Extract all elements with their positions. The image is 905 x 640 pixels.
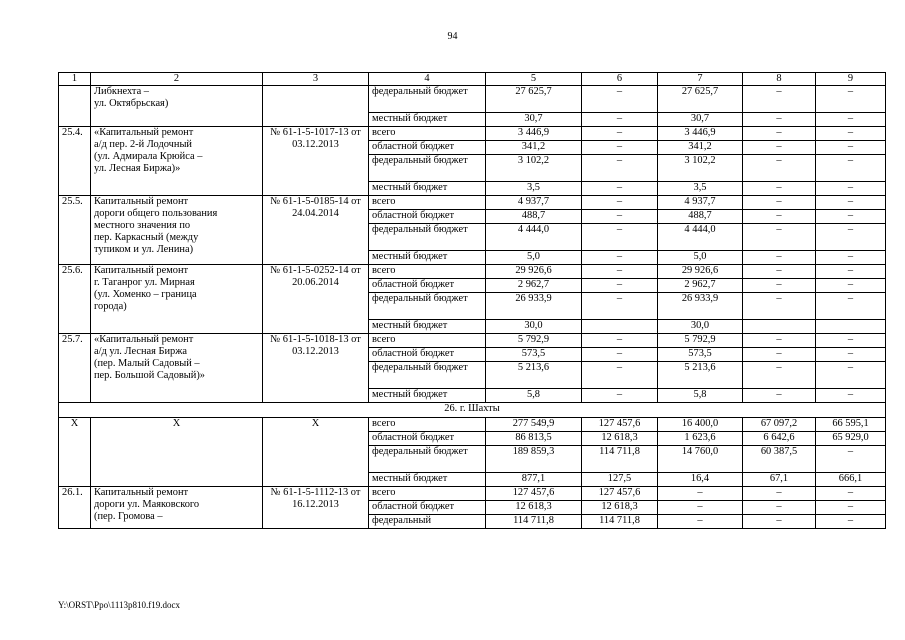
amount-v8: 60 387,5 <box>743 446 816 473</box>
amount-v8: – <box>743 113 816 127</box>
amount-v9: – <box>816 224 886 251</box>
amount-v7: – <box>658 515 743 529</box>
item-name <box>91 487 263 529</box>
amount-v6: – <box>582 196 658 210</box>
budget-type: местный бюджет <box>369 113 486 127</box>
amount-v9: – <box>816 334 886 348</box>
budget-type: федеральный бюджет <box>369 362 486 389</box>
amount-v5: 29 926,6 <box>486 265 582 279</box>
column-header: 6 <box>582 73 658 86</box>
amount-v9: 66 595,1 <box>816 418 886 432</box>
amount-v6: – <box>582 279 658 293</box>
amount-v8: – <box>743 501 816 515</box>
section-title: 26. г. Шахты <box>59 403 886 418</box>
amount-v7: 341,2 <box>658 141 743 155</box>
item-name <box>91 418 263 487</box>
amount-v7: 29 926,6 <box>658 265 743 279</box>
amount-v8: – <box>743 210 816 224</box>
amount-v7: 14 760,0 <box>658 446 743 473</box>
amount-v5: 4 444,0 <box>486 224 582 251</box>
amount-v6: 114 711,8 <box>582 446 658 473</box>
amount-v7: 16,4 <box>658 473 743 487</box>
budget-type: всего <box>369 265 486 279</box>
page-number: 94 <box>447 31 458 42</box>
budget-type: федеральный бюджет <box>369 155 486 182</box>
document-number: № 61-1-5-0252-14 от 20.06.2014 <box>263 265 369 334</box>
amount-v8: – <box>743 182 816 196</box>
budget-type: областной бюджет <box>369 432 486 446</box>
column-header: 2 <box>91 73 263 86</box>
amount-v7: 4 937,7 <box>658 196 743 210</box>
amount-v9: – <box>816 279 886 293</box>
budget-type: федеральный бюджет <box>369 86 486 113</box>
amount-v6: 127 457,6 <box>582 487 658 501</box>
table-row <box>59 196 886 210</box>
budget-type: областной бюджет <box>369 501 486 515</box>
table-body <box>59 73 886 529</box>
amount-v8: – <box>743 224 816 251</box>
amount-v5: 12 618,3 <box>486 501 582 515</box>
item-name <box>91 265 263 334</box>
amount-v6: – <box>582 251 658 265</box>
amount-v5: 4 937,7 <box>486 196 582 210</box>
footer-path: Y:\ORST\Ppo\1113p810.f19.docx <box>58 600 181 610</box>
amount-v5: 341,2 <box>486 141 582 155</box>
column-header: 1 <box>59 73 91 86</box>
item-name-line: «Капитальный ремонт <box>94 127 194 138</box>
column-header: 7 <box>658 73 743 86</box>
budget-type: местный бюджет <box>369 389 486 403</box>
item-name-line: Капитальный ремонт <box>94 196 189 207</box>
amount-v9: – <box>816 293 886 320</box>
amount-v8: – <box>743 251 816 265</box>
amount-v5: 3 102,2 <box>486 155 582 182</box>
item-name-line: Капитальный ремонт <box>94 265 189 276</box>
column-header: 9 <box>816 73 886 86</box>
amount-v8: – <box>743 86 816 113</box>
table-row <box>59 86 886 113</box>
amount-v6: – <box>582 127 658 141</box>
budget-type: областной бюджет <box>369 141 486 155</box>
amount-v8: – <box>743 293 816 320</box>
item-name <box>91 127 263 196</box>
item-name-line: (пер. Малый Садовый – <box>94 358 200 369</box>
amount-v5: 30,0 <box>486 320 582 334</box>
amount-v6: – <box>582 155 658 182</box>
section-row <box>59 403 886 418</box>
amount-v8: – <box>743 127 816 141</box>
amount-v5: 127 457,6 <box>486 487 582 501</box>
amount-v7: 30,0 <box>658 320 743 334</box>
amount-v6: – <box>582 362 658 389</box>
table-row <box>59 418 886 432</box>
document-number: № 61-1-5-0185-14 от 24.04.2014 <box>263 196 369 265</box>
item-number: 25.7. <box>59 334 91 403</box>
table-row <box>59 127 886 141</box>
table-row <box>59 487 886 501</box>
item-number: 25.6. <box>59 265 91 334</box>
amount-v7: 26 933,9 <box>658 293 743 320</box>
amount-v9: – <box>816 113 886 127</box>
budget-type: областной бюджет <box>369 210 486 224</box>
amount-v5: 5,8 <box>486 389 582 403</box>
amount-v5: 5,0 <box>486 251 582 265</box>
amount-v5: 5 213,6 <box>486 362 582 389</box>
item-name-line: города) <box>94 301 127 312</box>
budget-type: местный бюджет <box>369 182 486 196</box>
amount-v5: 3 446,9 <box>486 127 582 141</box>
amount-v6: – <box>582 113 658 127</box>
amount-v6: – <box>582 86 658 113</box>
budget-type: местный бюджет <box>369 473 486 487</box>
amount-v7: 5 792,9 <box>658 334 743 348</box>
item-name-line: (пер. Громова – <box>94 511 163 522</box>
amount-v6: 127,5 <box>582 473 658 487</box>
table-row <box>59 334 886 348</box>
item-name-line: X <box>172 418 181 429</box>
amount-v6: – <box>582 348 658 362</box>
item-name <box>91 334 263 403</box>
amount-v7: 1 623,6 <box>658 432 743 446</box>
amount-v7: 3 102,2 <box>658 155 743 182</box>
amount-v8: 67 097,2 <box>743 418 816 432</box>
amount-v9: – <box>816 515 886 529</box>
item-name-line: «Капитальный ремонт <box>94 334 194 345</box>
item-name-line: Капитальный ремонт <box>94 487 189 498</box>
amount-v8 <box>743 320 816 334</box>
amount-v5: 26 933,9 <box>486 293 582 320</box>
budget-type: местный бюджет <box>369 320 486 334</box>
amount-v9: 65 929,0 <box>816 432 886 446</box>
budget-type: областной бюджет <box>369 279 486 293</box>
budget-type: всего <box>369 127 486 141</box>
amount-v7: 5,0 <box>658 251 743 265</box>
amount-v7: – <box>658 501 743 515</box>
amount-v9: – <box>816 196 886 210</box>
amount-v6: – <box>582 334 658 348</box>
budget-type: всего <box>369 334 486 348</box>
budget-table <box>58 72 886 529</box>
amount-v5: 30,7 <box>486 113 582 127</box>
item-name-line: (ул. Хоменко – граница <box>94 289 197 300</box>
amount-v8: – <box>743 265 816 279</box>
budget-type: областной бюджет <box>369 348 486 362</box>
item-number: 25.4. <box>59 127 91 196</box>
amount-v8: 67,1 <box>743 473 816 487</box>
item-name-line: а/д пер. 2-й Лодочный <box>94 139 192 150</box>
amount-v7: 3,5 <box>658 182 743 196</box>
amount-v9: 666,1 <box>816 473 886 487</box>
item-name-line: пер. Каркасный (между <box>94 232 199 243</box>
amount-v7: 5,8 <box>658 389 743 403</box>
item-name <box>91 86 263 127</box>
amount-v7: 30,7 <box>658 113 743 127</box>
column-header: 8 <box>743 73 816 86</box>
amount-v6: 114 711,8 <box>582 515 658 529</box>
amount-v7: 2 962,7 <box>658 279 743 293</box>
item-name-line: Либкнехта – <box>94 86 149 97</box>
amount-v6: 127 457,6 <box>582 418 658 432</box>
amount-v6: – <box>582 141 658 155</box>
amount-v9: – <box>816 389 886 403</box>
amount-v9: – <box>816 127 886 141</box>
amount-v5: 27 625,7 <box>486 86 582 113</box>
budget-type: всего <box>369 418 486 432</box>
amount-v8: – <box>743 362 816 389</box>
amount-v5: 277 549,9 <box>486 418 582 432</box>
amount-v5: 86 813,5 <box>486 432 582 446</box>
amount-v9: – <box>816 446 886 473</box>
amount-v9: – <box>816 251 886 265</box>
amount-v6: – <box>582 182 658 196</box>
document-number: № 61-1-5-1112-13 от 16.12.2013 <box>263 487 369 529</box>
budget-type: всего <box>369 196 486 210</box>
amount-v6: – <box>582 224 658 251</box>
item-name-line: дороги общего пользования <box>94 208 218 219</box>
budget-type: федеральный бюджет <box>369 224 486 251</box>
amount-v6: – <box>582 210 658 224</box>
amount-v9 <box>816 320 886 334</box>
amount-v5: 189 859,3 <box>486 446 582 473</box>
amount-v7: – <box>658 487 743 501</box>
column-header: 5 <box>486 73 582 86</box>
document-number <box>263 86 369 127</box>
amount-v6: – <box>582 293 658 320</box>
amount-v7: 16 400,0 <box>658 418 743 432</box>
item-name-line: ул. Лесная Биржа)» <box>94 163 181 174</box>
budget-type: федеральный бюджет <box>369 293 486 320</box>
item-number: 25.5. <box>59 196 91 265</box>
item-name-line: пер. Большой Садовый)» <box>94 370 205 381</box>
amount-v9: – <box>816 362 886 389</box>
amount-v9: – <box>816 348 886 362</box>
amount-v8: – <box>743 487 816 501</box>
amount-v5: 488,7 <box>486 210 582 224</box>
column-header: 3 <box>263 73 369 86</box>
table-row <box>59 265 886 279</box>
amount-v7: 4 444,0 <box>658 224 743 251</box>
amount-v8: – <box>743 196 816 210</box>
amount-v8: – <box>743 155 816 182</box>
item-name-line: местного значения по <box>94 220 191 231</box>
amount-v8: – <box>743 515 816 529</box>
amount-v7: 5 213,6 <box>658 362 743 389</box>
amount-v5: 3,5 <box>486 182 582 196</box>
item-name-line: а/д ул. Лесная Биржа <box>94 346 188 357</box>
amount-v5: 877,1 <box>486 473 582 487</box>
amount-v9: – <box>816 86 886 113</box>
amount-v5: 2 962,7 <box>486 279 582 293</box>
amount-v6 <box>582 320 658 334</box>
amount-v5: 114 711,8 <box>486 515 582 529</box>
item-name-line: тупиком и ул. Ленина) <box>94 244 194 255</box>
amount-v9: – <box>816 210 886 224</box>
budget-type: всего <box>369 487 486 501</box>
document-number: X <box>263 418 369 487</box>
amount-v8: – <box>743 334 816 348</box>
amount-v8: – <box>743 348 816 362</box>
item-name-line: г. Таганрог ул. Мирная <box>94 277 195 288</box>
amount-v9: – <box>816 141 886 155</box>
amount-v5: 573,5 <box>486 348 582 362</box>
amount-v6: 12 618,3 <box>582 432 658 446</box>
budget-type: местный бюджет <box>369 251 486 265</box>
header-row <box>59 73 886 86</box>
amount-v6: – <box>582 389 658 403</box>
amount-v6: 12 618,3 <box>582 501 658 515</box>
amount-v7: 27 625,7 <box>658 86 743 113</box>
item-number: X <box>59 418 91 487</box>
amount-v7: 573,5 <box>658 348 743 362</box>
column-header: 4 <box>369 73 486 86</box>
item-name-line: ул. Октябрьская) <box>94 98 169 109</box>
document-number: № 61-1-5-1018-13 от 03.12.2013 <box>263 334 369 403</box>
budget-type: федеральный бюджет <box>369 446 486 473</box>
document-number: № 61-1-5-1017-13 от 03.12.2013 <box>263 127 369 196</box>
amount-v7: 3 446,9 <box>658 127 743 141</box>
amount-v9: – <box>816 487 886 501</box>
amount-v9: – <box>816 265 886 279</box>
budget-type: федеральный <box>369 515 486 529</box>
amount-v7: 488,7 <box>658 210 743 224</box>
amount-v8: – <box>743 389 816 403</box>
item-number: 26.1. <box>59 487 91 529</box>
item-number <box>59 86 91 127</box>
amount-v9: – <box>816 501 886 515</box>
item-name <box>91 196 263 265</box>
amount-v8: – <box>743 279 816 293</box>
amount-v8: 6 642,6 <box>743 432 816 446</box>
amount-v9: – <box>816 155 886 182</box>
item-name-line: дороги ул. Маяковского <box>94 499 200 510</box>
amount-v6: – <box>582 265 658 279</box>
amount-v5: 5 792,9 <box>486 334 582 348</box>
amount-v8: – <box>743 141 816 155</box>
amount-v9: – <box>816 182 886 196</box>
item-name-line: (ул. Адмирала Крюйса – <box>94 151 203 162</box>
